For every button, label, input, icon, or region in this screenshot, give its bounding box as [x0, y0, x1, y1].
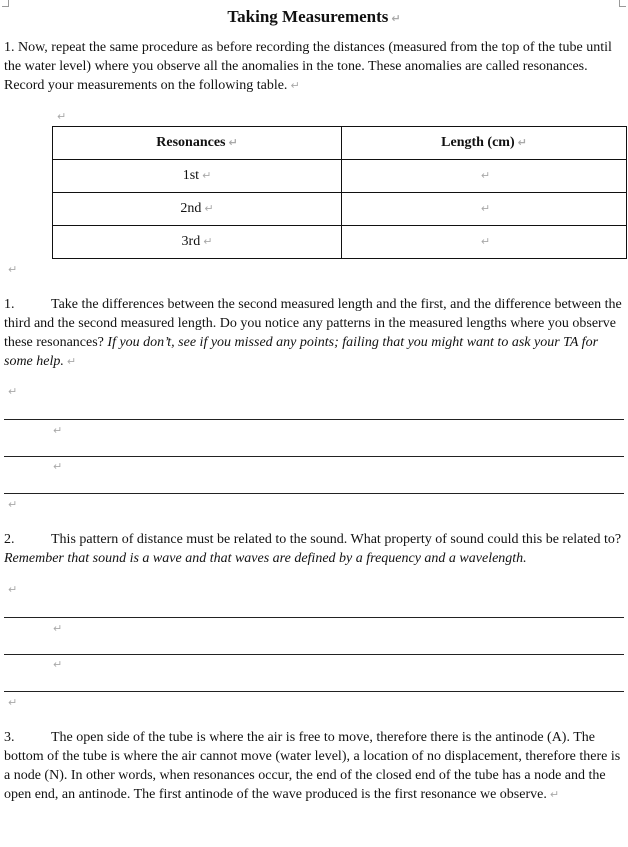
paragraph-mark-icon: ↵: [549, 788, 560, 801]
answer-line[interactable]: [4, 617, 624, 618]
paragraph-mark-icon: ↵: [53, 622, 63, 635]
question-text: The open side of the tube is where the air is free to move, therefore there is the antinode (A). The bottom of the tube is where the air cannot move (water level), a location of no displacement, therefore there is a node (N). In other words, when resonances occur, the end of the closed end of the tube has a node and the open end, an antinode. The first antinode of the wave produced is the first resonance we observe.: [4, 730, 621, 802]
table-row: [53, 193, 627, 226]
measurements-table: [52, 126, 627, 259]
paragraph-mark-icon: ↵: [517, 136, 527, 149]
resonance-label: 3rd ↵: [53, 226, 342, 259]
paragraph-mark-icon: ↵: [8, 583, 18, 596]
header-length: Length (cm) ↵: [342, 127, 627, 160]
paragraph-mark-icon: ↵: [53, 460, 63, 473]
page-title: [0, 7, 628, 27]
length-cell[interactable]: [342, 226, 627, 259]
paragraph-mark-icon: ↵: [480, 202, 491, 215]
question-hint: If you don’t, see if you missed any points; failing that you might want to ask your TA for some help.: [4, 335, 599, 369]
paragraph-mark-icon: ↵: [204, 202, 214, 215]
answer-line[interactable]: [4, 456, 624, 457]
intro-text: 1. Now, repeat the same procedure as before recording the distances (measured from the top of the tube until the water level) where you observe all the anomalies in the tone. These anomalies are called resonances. Record your measurements on the following table.: [4, 40, 612, 93]
paragraph-mark-icon: ↵: [290, 79, 300, 92]
answer-line[interactable]: [4, 691, 624, 692]
question-number: 3.: [4, 730, 15, 745]
length-cell[interactable]: [342, 193, 627, 226]
question-hint: Remember that sound is a wave and that waves are defined by a frequency and a wavelength.: [4, 551, 527, 566]
paragraph-mark-icon: ↵: [66, 355, 77, 368]
answer-line[interactable]: [4, 419, 624, 420]
question-text: This pattern of distance must be related to the sound. What property of sound could this be related to?: [51, 532, 622, 547]
page-corner-mark-right: [619, 0, 626, 7]
intro-paragraph: [4, 38, 624, 95]
question-text: Take the differences between the second measured length and the first, and the difference between the third and the second measured length. Do you notice any patterns in the measured lengths where you observe these resonances?: [4, 297, 622, 350]
title-text: Taking Measurements: [227, 7, 389, 26]
paragraph-mark-icon: ↵: [53, 424, 63, 437]
header-resonances: Resonances ↵: [53, 127, 342, 160]
paragraph-mark-icon: ↵: [8, 385, 18, 398]
resonance-label: 1st ↵: [53, 160, 342, 193]
resonance-label: 2nd ↵: [53, 193, 342, 226]
table-row: [53, 226, 627, 259]
answer-line[interactable]: [4, 654, 624, 655]
paragraph-mark-icon: ↵: [8, 696, 18, 709]
question-number: 2.: [4, 532, 15, 547]
length-cell[interactable]: [342, 160, 627, 193]
answer-line[interactable]: [4, 493, 624, 494]
paragraph-mark-icon: ↵: [391, 12, 401, 25]
paragraph-mark-icon: ↵: [480, 169, 491, 182]
paragraph-mark-icon: ↵: [53, 658, 63, 671]
paragraph-mark-icon: ↵: [57, 110, 67, 123]
table-header-row: [53, 127, 627, 160]
paragraph-mark-icon: ↵: [228, 136, 238, 149]
table-row: [53, 160, 627, 193]
question-2: [4, 530, 624, 568]
question-3: [4, 728, 624, 804]
paragraph-mark-icon: ↵: [480, 235, 491, 248]
paragraph-mark-icon: ↵: [8, 263, 18, 276]
page-corner-mark-left: [2, 0, 9, 7]
question-number: 1.: [4, 297, 15, 312]
paragraph-mark-icon: ↵: [203, 235, 213, 248]
paragraph-mark-icon: ↵: [202, 169, 212, 182]
paragraph-mark-icon: ↵: [8, 498, 18, 511]
question-1: [4, 295, 624, 371]
